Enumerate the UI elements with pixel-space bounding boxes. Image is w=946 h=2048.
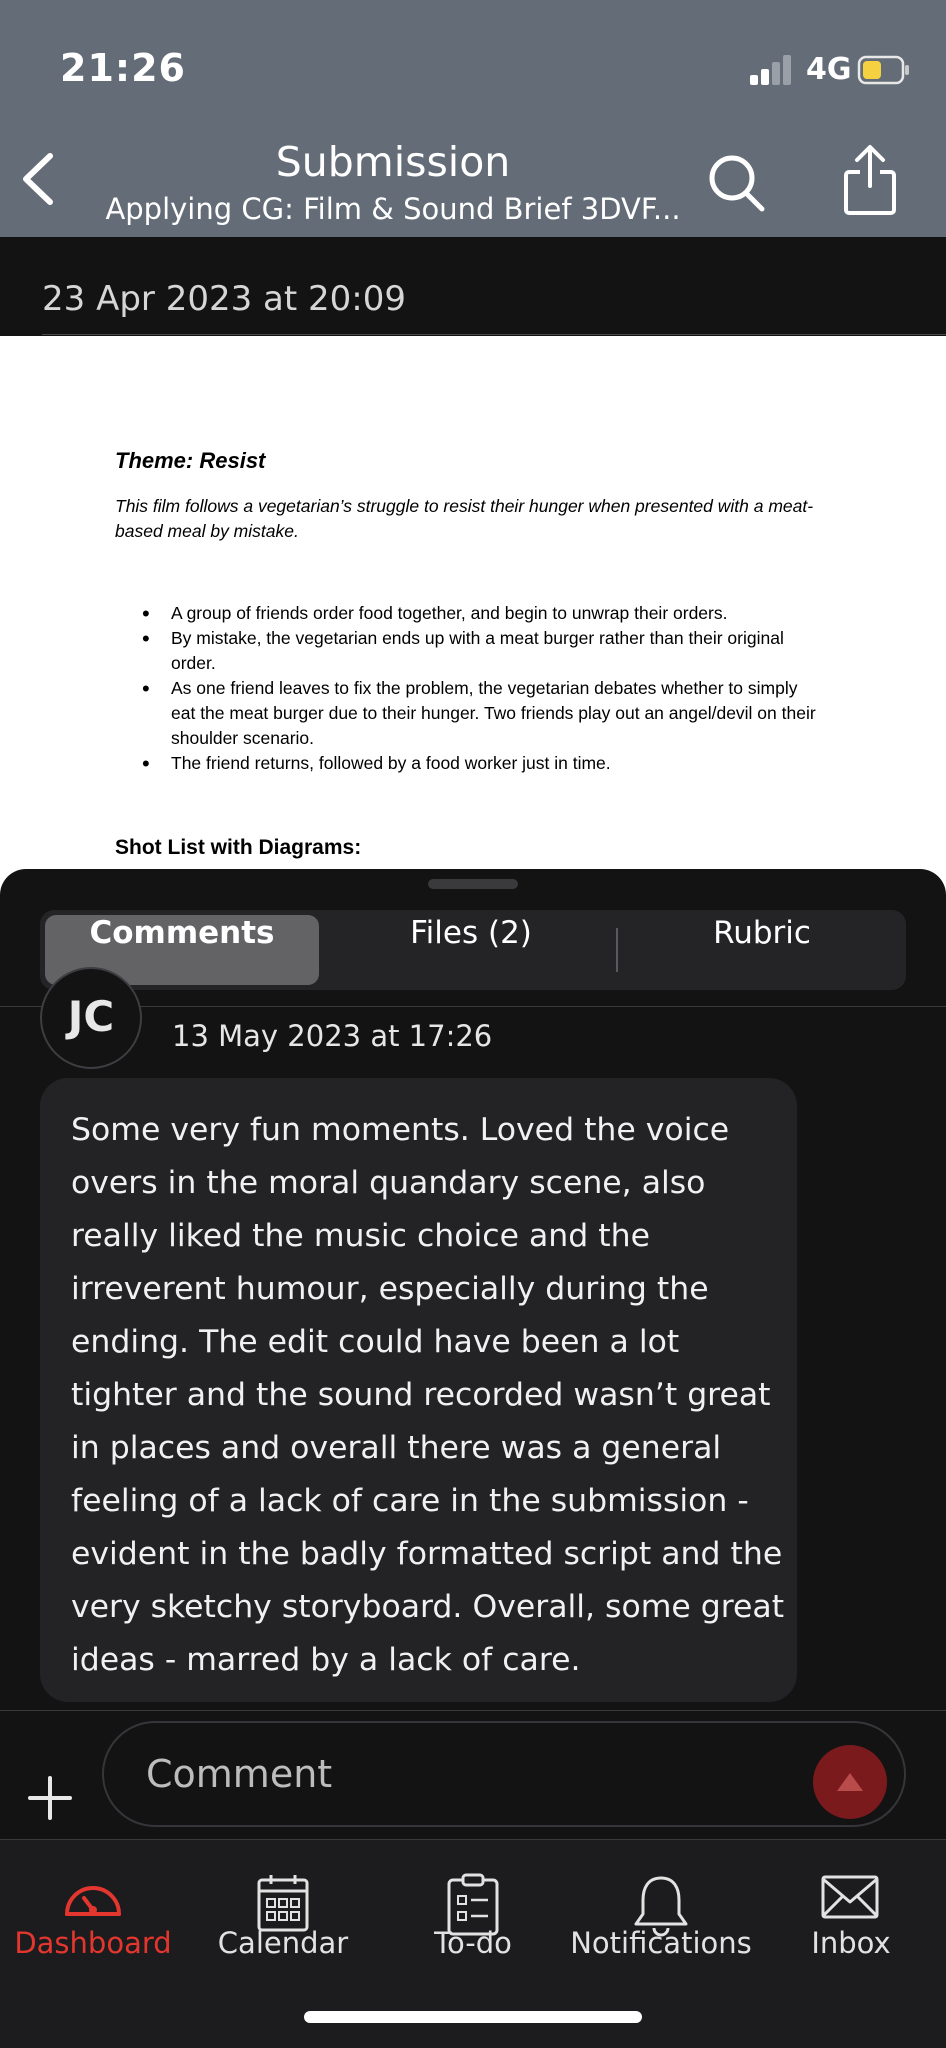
calendar-icon bbox=[256, 1874, 310, 1934]
tabbar-label: Notifications bbox=[570, 1926, 752, 1960]
tabbar-label: Calendar bbox=[217, 1926, 349, 1960]
divider bbox=[0, 1710, 946, 1711]
status-time: 21:26 bbox=[60, 46, 186, 90]
doc-bullet: • The friend returns, followed by a food worker just in time. bbox=[171, 751, 821, 776]
share-icon bbox=[840, 142, 900, 218]
battery-icon bbox=[858, 56, 910, 84]
tab-rubric[interactable]: Rubric bbox=[713, 915, 811, 951]
doc-bullet-list bbox=[171, 601, 821, 776]
page-title: Submission bbox=[275, 138, 511, 186]
comment-date: 13 May 2023 at 17:26 bbox=[172, 1019, 493, 1053]
submission-date: 23 Apr 2023 at 20:09 bbox=[42, 279, 406, 319]
divider bbox=[42, 334, 946, 335]
tab-comments[interactable]: Comments bbox=[45, 915, 319, 985]
tabbar-dashboard[interactable] bbox=[10, 1840, 176, 1990]
share-button[interactable] bbox=[840, 142, 900, 218]
tab-files[interactable]: Files (2) bbox=[410, 915, 532, 951]
plus-icon bbox=[24, 1772, 76, 1824]
doc-bullet: • A group of friends order food together, and begin to unwrap their orders. bbox=[171, 601, 821, 626]
tabbar-label: Dashboard bbox=[14, 1926, 172, 1960]
add-attachment-button[interactable] bbox=[24, 1772, 76, 1824]
doc-bullet: • As one friend leaves to fix the problem, the vegetarian debates whether to simply eat the meat burger due to their hunger. Two friends play out an angel/devil on their shoulder scenario. bbox=[171, 676, 821, 751]
tabbar-todo[interactable] bbox=[390, 1840, 556, 1990]
search-button[interactable] bbox=[704, 152, 770, 218]
send-button[interactable] bbox=[813, 1745, 887, 1819]
doc-bullet: • By mistake, the vegetarian ends up with a meat burger rather than their original order. bbox=[171, 626, 821, 676]
home-indicator[interactable] bbox=[304, 2011, 642, 2023]
doc-intro: This film follows a vegetarian’s struggle to resist their hunger when presented with a meat-based meal by mistake. bbox=[115, 496, 814, 541]
comments-sheet bbox=[0, 869, 946, 1839]
tabbar-inbox[interactable] bbox=[768, 1840, 934, 1990]
comment-bubble bbox=[40, 1078, 797, 1702]
doc-section-heading: Shot List with Diagrams: bbox=[115, 836, 362, 859]
comment-text: Some very fun moments. Loved the voice overs in the moral quandary scene, also really liked the music choice and the irreverent humour, especially during the ending. The edit could have been a lot tighter and the sound recorded wasn’t great in places and overall there was a general feeling of a lack of care in the submission - evident in the badly formatted script and the very sketchy storyboard. Overall, some great ideas - marred by a lack of care. bbox=[71, 1112, 785, 1678]
cellular-signal-icon bbox=[748, 55, 794, 85]
arrow-up-icon bbox=[835, 1769, 865, 1795]
tabbar-label: Inbox bbox=[811, 1926, 891, 1960]
envelope-icon bbox=[820, 1874, 880, 1920]
dashboard-gauge-icon bbox=[62, 1874, 124, 1918]
comment-input[interactable] bbox=[102, 1721, 906, 1827]
avatar: JC bbox=[40, 967, 142, 1069]
sheet-grabber[interactable] bbox=[428, 879, 518, 889]
network-type: 4G bbox=[806, 52, 852, 87]
tabbar-notifications[interactable] bbox=[566, 1840, 756, 1990]
tabbar-calendar[interactable] bbox=[200, 1840, 366, 1990]
comment-list[interactable] bbox=[0, 992, 946, 1678]
segmented-control bbox=[40, 910, 906, 990]
document-preview[interactable] bbox=[0, 336, 946, 896]
search-icon bbox=[704, 152, 770, 218]
submission-date-bar bbox=[0, 237, 946, 336]
tabbar-label: To-do bbox=[434, 1926, 512, 1960]
page-subtitle: Applying CG: Film & Sound Brief 3DVF... bbox=[105, 192, 681, 226]
doc-heading: Theme: Resist bbox=[115, 448, 266, 473]
nav-header bbox=[0, 0, 946, 237]
